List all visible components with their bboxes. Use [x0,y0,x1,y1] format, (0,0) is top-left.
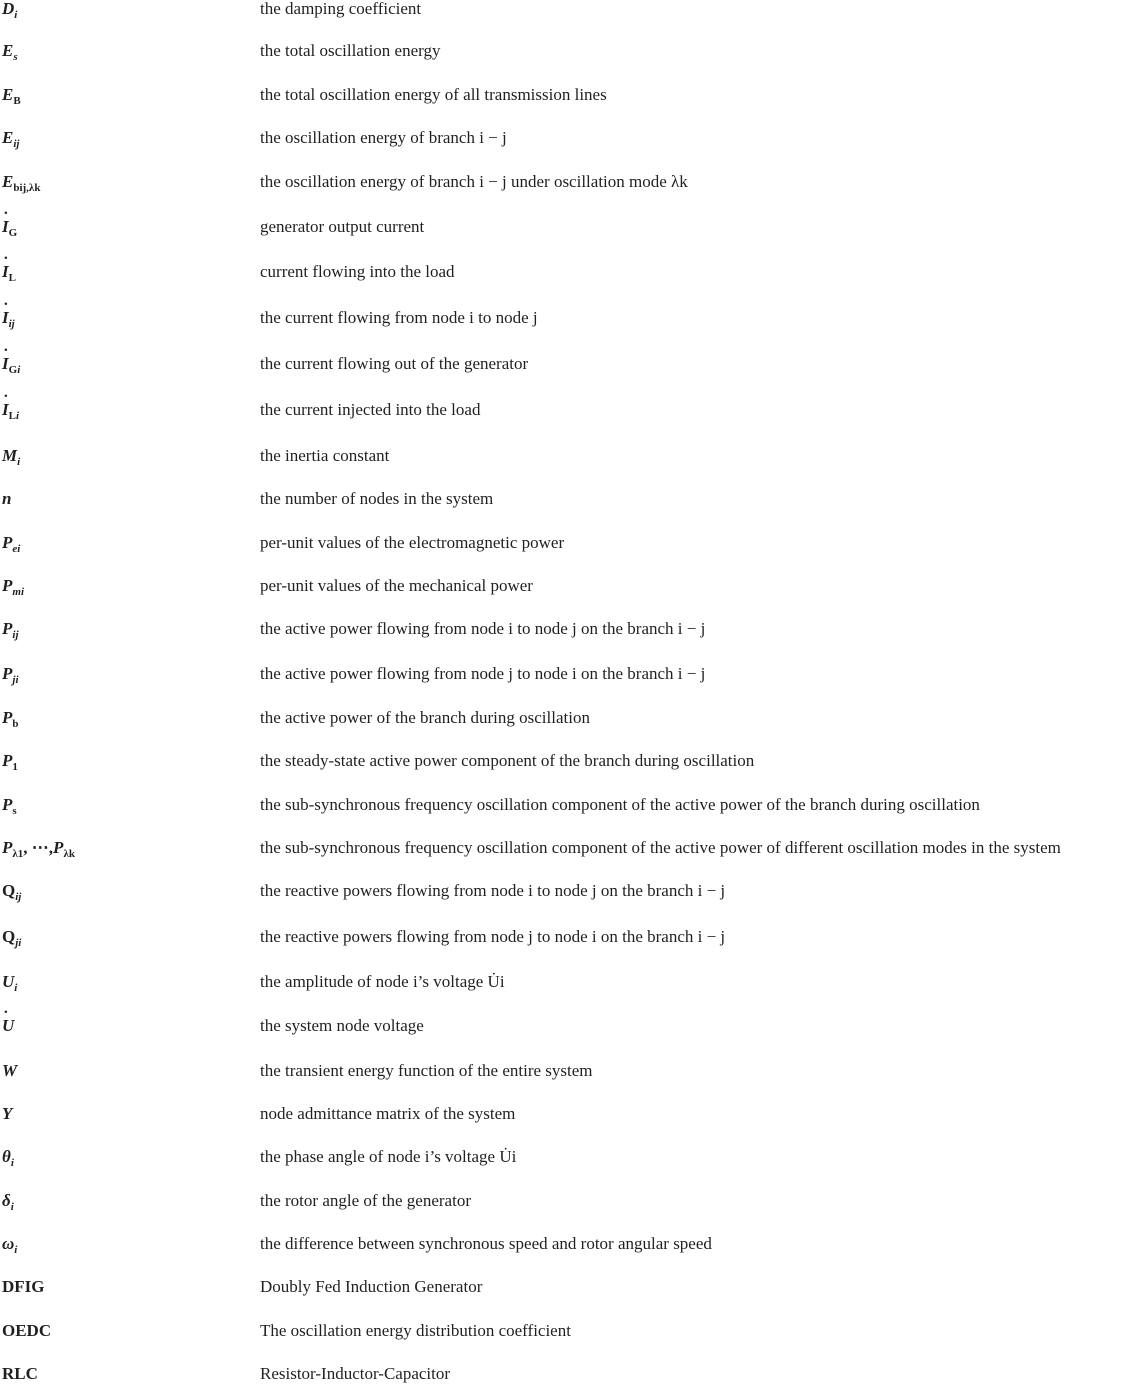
description-cell: the steady-state active power component of the branch during oscillation [260,751,755,770]
table-row [0,129,1145,159]
table-row [0,665,1145,695]
description-cell: the active power of the branch during oscillation [260,708,590,727]
table-row [0,534,1145,564]
table-row [0,752,1145,782]
symbol-cell: W [2,1061,18,1080]
symbol-cell: ˙ $I_{Li}$ [2,401,19,419]
symbol-cell: $E_{bij,\lambda k}$ [2,172,41,194]
table-row [0,309,1145,339]
symbol-cell: $P_1$ [2,751,18,773]
table-row [0,973,1145,1003]
table-row [0,620,1145,650]
symbol-cell: $\omega_i$ [2,1234,18,1256]
description-cell: the damping coefficient [260,0,422,18]
description-cell: the active power flowing from node j to node i on the branch i − j [260,664,706,683]
table-row [0,1062,1145,1092]
table-row [0,1322,1145,1352]
symbol-cell: $M_i$ [2,446,21,468]
description-cell: the current flowing from node i to node j [260,308,538,327]
symbol-cell: RLC [2,1364,38,1383]
symbol-cell: n [2,489,12,508]
symbol-cell: $P_{ij}$ [2,619,19,641]
symbol-cell: $\theta_i$ [2,1147,14,1169]
table-row [0,839,1145,869]
description-cell: the inertia constant [260,446,390,465]
description-cell: the rotor angle of the generator [260,1191,471,1210]
table-row [0,86,1145,116]
symbol-cell: OEDC [2,1321,52,1340]
table-row [0,42,1145,72]
description-cell: the current flowing out of the generator [260,354,529,373]
symbol-cell: ˙ $I_{Gi}$ [2,355,20,373]
description-cell: the number of nodes in the system [260,489,494,508]
description-cell: The oscillation energy distribution coefficient [260,1321,571,1340]
symbol-cell: ˙ U [2,1017,14,1035]
table-row [0,1148,1145,1178]
table-row [0,401,1145,431]
table-row [0,1278,1145,1308]
description-cell: the phase angle of node i’s voltage U̇i [260,1147,517,1166]
table-row [0,0,1145,30]
description-cell: the sub-synchronous frequency oscillation component of the active power of different oscillation modes in the system [260,838,1061,857]
description-cell: the system node voltage [260,1016,424,1035]
description-cell: the active power flowing from node i to node j on the branch i − j [260,619,706,638]
table-row [0,263,1145,293]
description-cell: node admittance matrix of the system [260,1104,516,1123]
description-cell: the transient energy function of the entire system [260,1061,593,1080]
symbol-cell: Y [2,1104,13,1123]
table-row [0,796,1145,826]
description-cell: the difference between synchronous speed and rotor angular speed [260,1234,712,1253]
symbol-cell: $P_{\lambda 1}$, $\cdots,P_{\lambda k}$ [2,838,75,860]
description-cell: the total oscillation energy [260,41,441,60]
symbol-cell: DFIG [2,1277,45,1296]
description-cell: generator output current [260,217,425,236]
symbol-cell: $E_{ij}$ [2,128,20,150]
table-row [0,218,1145,248]
table-row [0,1365,1145,1395]
table-row [0,490,1145,520]
symbol-cell: $E_s$ [2,41,18,63]
description-cell: the sub-synchronous frequency oscillation component of the active power of the branch during oscillation [260,795,980,814]
description-cell: current flowing into the load [260,262,455,281]
table-row [0,1192,1145,1222]
symbol-cell: ˙ $I_L$ [2,263,16,281]
symbol-cell: $P_{ji}$ [2,664,19,686]
table-row [0,577,1145,607]
description-cell: the amplitude of node i’s voltage U̇i [260,972,505,991]
table-row [0,1105,1145,1135]
symbol-cell: $\delta_i$ [2,1191,14,1213]
description-cell: the reactive powers flowing from node i to node j on the branch i − j [260,881,726,900]
table-row [0,709,1145,739]
description-cell: the current injected into the load [260,400,481,419]
symbol-cell: $P_b$ [2,708,19,730]
description-cell: the oscillation energy of branch i − j [260,128,507,147]
symbol-cell: ˙ $I_{ij}$ [2,309,15,327]
symbol-cell: $Q_{ij}$ [2,881,22,903]
table-row [0,928,1145,958]
table-row [0,355,1145,385]
description-cell: the reactive powers flowing from node j to node i on the branch i − j [260,927,726,946]
description-cell: Doubly Fed Induction Generator [260,1277,483,1296]
symbol-cell: $P_{mi}$ [2,576,25,598]
symbol-cell: $P_s$ [2,795,17,817]
symbol-cell: $Q_{ji}$ [2,927,22,949]
table-row [0,882,1145,912]
description-cell: the oscillation energy of branch i − j under oscillation mode λk [260,172,688,191]
symbol-cell: $E_B$ [2,85,21,107]
table-row [0,447,1145,477]
symbol-cell: $P_{ei}$ [2,533,21,555]
table-row [0,1017,1145,1047]
description-cell: per-unit values of the electromagnetic power [260,533,565,552]
symbol-cell: $U_i$ [2,972,18,994]
table-row [0,173,1145,203]
symbol-cell: ˙ $I_G$ [2,218,17,236]
table-row [0,1235,1145,1265]
description-cell: Resistor-Inductor-Capacitor [260,1364,451,1383]
symbol-cell: $D_i$ [2,0,18,21]
description-cell: per-unit values of the mechanical power [260,576,533,595]
description-cell: the total oscillation energy of all transmission lines [260,85,607,104]
